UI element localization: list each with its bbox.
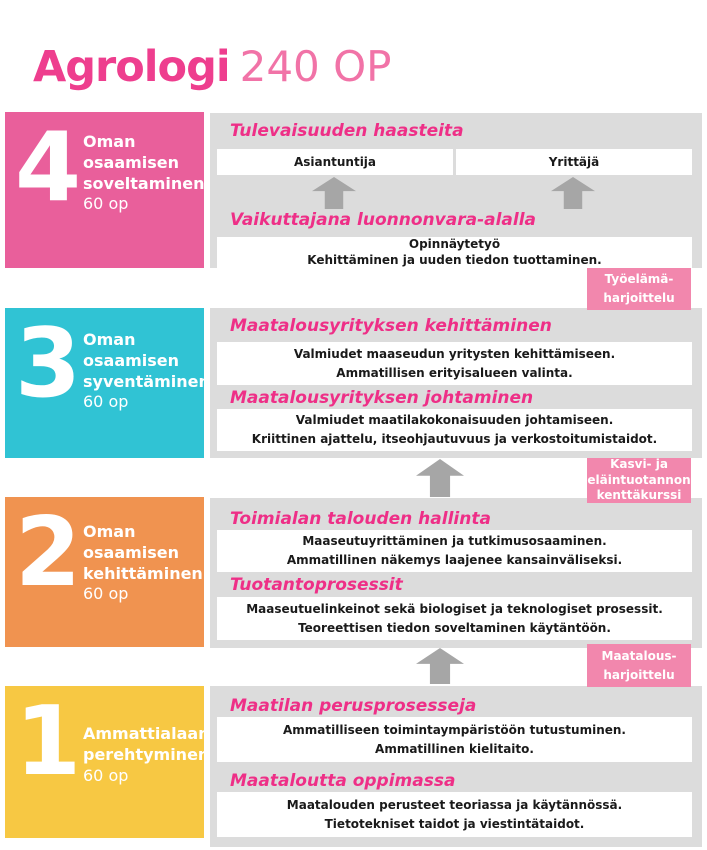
level-2-credits: 60 op — [83, 584, 129, 604]
level-1-course-box-2 — [217, 792, 692, 837]
level-3-credits: 60 op — [83, 392, 129, 412]
level-1-number: 1 — [15, 687, 82, 797]
badge-line: harjoittelu — [603, 667, 675, 682]
level-4-panel — [210, 113, 702, 268]
badge-kenttakurssi — [587, 458, 691, 503]
badge-line: Maatalous- — [601, 648, 677, 663]
level-2-name: Oman osaamisen kehittäminen — [83, 522, 203, 583]
level-3-number: 3 — [15, 309, 82, 419]
course-line: Maaseutuyrittäminen ja tutkimusosaaminen. — [302, 534, 607, 549]
level-1-heading-2: Maataloutta oppimassa — [230, 771, 456, 791]
level-2-panel — [210, 498, 702, 648]
role-box-asiantuntija: Asiantuntija — [217, 149, 453, 175]
up-arrow-icon — [312, 177, 356, 209]
up-arrow-icon — [551, 177, 595, 209]
level-4-number: 4 — [15, 113, 82, 223]
level-1-credits: 60 op — [83, 765, 129, 785]
badge-line: harjoittelu — [603, 291, 675, 305]
course-line: Tietotekniset taidot ja viestintätaidot. — [324, 816, 585, 831]
course-line: Ammatillinen kielitaito. — [375, 741, 534, 756]
level-4-heading-2: Vaikuttajana luonnonvara-alalla — [230, 210, 537, 230]
course-line: Kriittinen ajattelu, itseohjautuvuus ja verkostoitumistaidot. — [251, 432, 658, 446]
level-1-block — [5, 686, 210, 838]
level-2-heading-1: Toimialan talouden hallinta — [230, 509, 491, 529]
up-arrow-icon — [416, 648, 464, 684]
level-3-panel — [210, 308, 702, 458]
course-line: Valmiudet maatilakokonaisuuden johtamiseen. — [295, 413, 614, 428]
level-3-text — [79, 308, 210, 458]
level-3-course-box-2 — [217, 409, 692, 451]
page-title — [33, 42, 392, 92]
course-line: Opinnäytetyö — [408, 236, 501, 251]
level-4-role-row — [217, 149, 692, 175]
course-line: Maatalouden perusteet teoriassa ja käytännössä. — [286, 797, 623, 812]
badge-maatalousharjoittelu — [587, 644, 691, 687]
course-line: Ammatillisen erityisalueen valinta. — [336, 365, 573, 380]
course-line: Kehittäminen ja uuden tiedon tuottaminen. — [307, 252, 602, 267]
level-2-heading-2: Tuotantoprosessit — [230, 575, 403, 595]
course-line: Maaseutuelinkeinot sekä biologiset ja teknologiset prosessit. — [246, 601, 663, 616]
level-3-name: Oman osaamisen syventäminen — [83, 330, 210, 391]
badge-line: Työelämä- — [604, 272, 674, 287]
role-box-yrittaja: Yrittäjä — [456, 149, 692, 175]
course-line: Valmiudet maaseudun yritysten kehittämiseen. — [293, 346, 616, 361]
up-arrow-icon — [416, 459, 464, 497]
level-4-text — [79, 112, 205, 268]
level-3-block — [5, 308, 210, 458]
badge-tyoelamaharjoittelu — [587, 268, 691, 310]
level-4-name: Oman osaamisen soveltaminen — [83, 132, 205, 193]
level-2-course-box-1 — [217, 530, 692, 572]
brand-name: Agrologi — [33, 42, 230, 92]
level-1-text — [79, 686, 210, 838]
course-line: Ammatillinen näkemys laajenee kansainväliseksi. — [286, 553, 623, 567]
level-2-number: 2 — [15, 498, 82, 608]
level-2-course-box-2 — [217, 597, 692, 640]
level-2-text — [79, 497, 204, 647]
level-3-course-box-1 — [217, 342, 692, 385]
badge-line: kenttäkurssi — [596, 488, 682, 503]
level-4-course-box — [217, 237, 692, 268]
level-4-heading-1: Tulevaisuuden haasteita — [230, 121, 464, 141]
badge-line: Kasvi- ja — [610, 457, 668, 472]
level-1-course-box-1 — [217, 717, 692, 762]
level-1-name: Ammattialaan perehtyminen — [83, 724, 210, 764]
level-4-block — [5, 112, 204, 268]
level-1-panel — [210, 686, 702, 847]
level-4-credits: 60 op — [83, 194, 129, 214]
level-3-heading-2: Maatalousyrityksen johtaminen — [230, 388, 534, 408]
course-line: Teoreettisen tiedon soveltaminen käytäntöön. — [298, 620, 611, 635]
level-3-heading-1: Maatalousyrityksen kehittäminen — [230, 316, 552, 336]
badge-line: eläintuotannon — [587, 472, 691, 487]
level-2-block — [5, 497, 204, 647]
course-line: Ammatilliseen toimintaympäristöön tutustuminen. — [283, 722, 626, 737]
total-credits: 240 OP — [239, 42, 392, 91]
level-1-heading-1: Maatilan perusprosesseja — [230, 696, 477, 716]
